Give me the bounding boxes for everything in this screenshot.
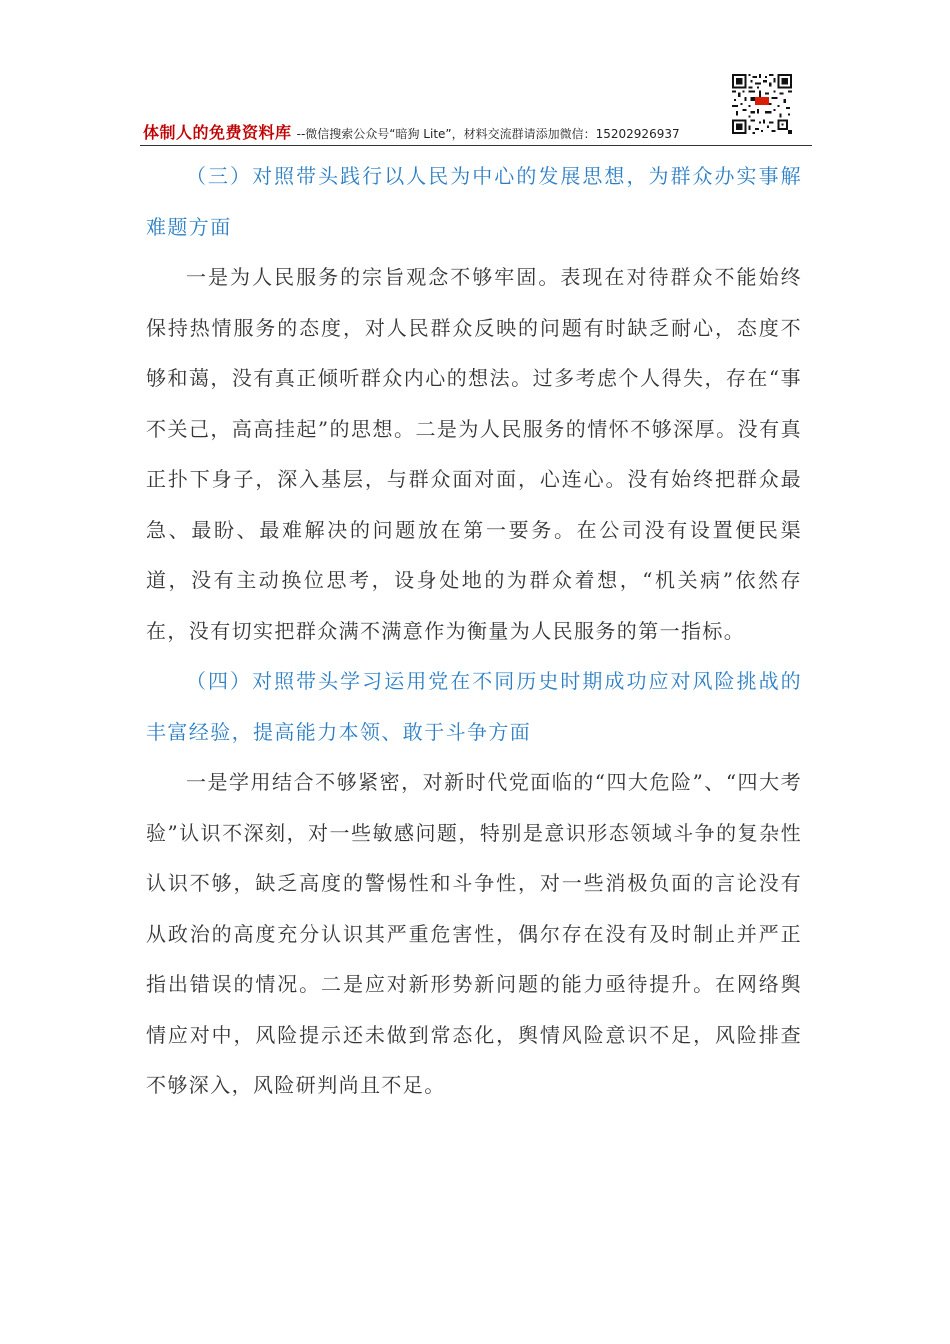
document-body (146, 151, 802, 1111)
section-paragraph-3: 一是为人民服务的宗旨观念不够牢固。表现在对待群众不能始终保持热情服务的态度，对人民群众反映的问题有时缺乏耐心，态度不够和蔼，没有真正倾听群众内心的想法。过多考虑个人得失，存在“事不关己，高高挂起”的思想。二是为人民服务的情怀不够深厚。没有真正扑下身子，深入基层，与群众面对面，心连心。没有始终把群众最急、最盼、最难解决的问题放在第一要务。在公司没有设置便民渠道，没有主动换位思考，设身处地的为群众着想，“机关病”依然存在，没有切实把群众满不满意作为衡量为人民服务的第一指标。 (146, 265, 802, 643)
section-heading-4: （四）对照带头学习运用党在不同历史时期成功应对风险挑战的丰富经验，提高能力本领、敢于斗争方面 (146, 669, 802, 744)
header-tagline: --微信搜索公众号“暗狗 Lite”，材料交流群请添加微信：15202926937 (296, 127, 680, 141)
page-header (143, 120, 813, 144)
header-divider (140, 145, 812, 146)
brand-title: 体制人的免费资料库 (143, 123, 292, 142)
section-heading-3: （三）对照带头践行以人民为中心的发展思想，为群众办实事解难题方面 (146, 164, 802, 239)
section-paragraph-4: 一是学用结合不够紧密，对新时代党面临的“四大危险”、“四大考验”认识不深刻，对一些敏感问题，特别是意识形态领域斗争的复杂性认识不够，缺乏高度的警惕性和斗争性，对一些消极负面的言论没有从政治的高度充分认识其严重危害性，偶尔存在没有及时制止并严正指出错误的情况。二是应对新形势新问题的能力亟待提升。在网络舆情应对中，风险提示还未做到常态化，舆情风险意识不足，风险排查不够深入，风险研判尚且不足。 (146, 770, 802, 1097)
